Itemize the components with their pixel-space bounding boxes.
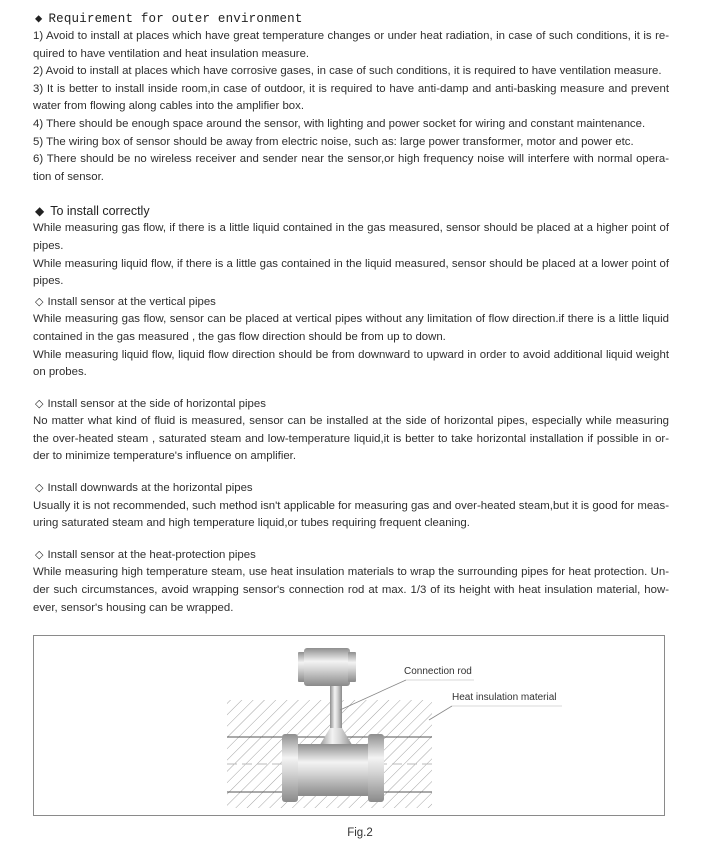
filled-diamond-bullet-icon: ◆ (35, 12, 43, 26)
subsection-title-text: Install sensor at the side of horizontal pipes (47, 397, 266, 410)
sensor-installation-diagram (34, 636, 664, 815)
intro-paragraph-liquid: While measuring liquid flow, if there is a little gas contained in the liquid measured, sensor should be placed at a lower point of pipes. (33, 257, 669, 288)
requirement-item-2: 2) Avoid to install at places which have corrosive gases, in case of such conditions, it is required to have ventilation measure. (33, 65, 662, 78)
heat-protection-paragraph: While measuring high temperature steam, use heat insulation materials to wrap the surrounding pipes for heat protection. Un-der such circumstances, avoid wrapping sensor's connection rod at max. 1/3 of its height with heat insulation material, how-ever, sensor's housing can be wrapped. (33, 566, 669, 614)
downwards-paragraph: Usually it is not recommended, such method isn't applicable for measuring gas and over-heated steam,but it is good for meas-uring saturated steam and high temperature liquid,or tubes requiring frequent cleaning. (33, 499, 669, 530)
hollow-diamond-bullet-icon: ◇ (35, 548, 44, 561)
connection-rod (330, 686, 342, 730)
subsection-title-side-horizontal (33, 396, 669, 414)
subsection-title-text: Install sensor at the heat-protection pipes (47, 548, 256, 561)
subsection-title-heat-protection (33, 547, 669, 565)
insulation-leader (429, 706, 452, 720)
label-heat-insulation: Heat insulation material (452, 692, 557, 703)
pipe-body (296, 744, 370, 796)
requirement-item-5: 5) The wiring box of sensor should be away from electric noise, such as: large power transformer, motor and power etc. (33, 135, 634, 148)
requirement-item-1: 1) Avoid to install at places which have great temperature changes or under heat radiation, in case of such conditions, it is re-quired to have ventilation and heat insulation measure. (33, 30, 669, 60)
figure-caption: Fig.2 (347, 827, 373, 839)
vertical-pipes-paragraph-2: While measuring liquid flow, liquid flow direction should be from downward to upward in order to avoid additional liquid weight on probes. (33, 348, 669, 379)
hollow-diamond-bullet-icon: ◇ (35, 482, 44, 495)
requirements-list (33, 28, 669, 186)
hollow-diamond-bullet-icon: ◇ (35, 397, 44, 410)
heading-text: To install correctly (50, 204, 150, 219)
figure-frame (33, 635, 665, 816)
subsection-title-text: Install downwards at the horizontal pipes (47, 482, 253, 495)
label-connection-rod: Connection rod (404, 666, 472, 677)
requirement-item-6: 6) There should be no wireless receiver and sender near the sensor,or high frequency noise will interfere with normal opera-tion of sensor. (33, 153, 669, 183)
right-flange (368, 734, 384, 802)
requirement-item-4: 4) There should be enough space around the sensor, with lighting and power socket for wiring and constant maintenance. (33, 117, 646, 130)
section-heading-install-correctly (33, 202, 669, 220)
subsection-title-downwards (33, 480, 669, 498)
intro-paragraph-gas: While measuring gas flow, if there is a little liquid contained in the gas measured, sensor should be placed at a higher point of pipes. (33, 222, 669, 252)
side-horizontal-paragraph: No matter what kind of fluid is measured, sensor can be installed at the side of horizontal pipes, especially while measuring the over-heated steam , saturated steam and low-temperature liquid,it is better to take horizontal installation if possible in or-der to minimize temperature's influence on amplifier. (33, 415, 669, 463)
requirement-item-3: 3) It is better to install inside room,in case of outdoor, it is required to have anti-damp and anti-basking measure and prevent water from flowing along cables into the amplifier box. (33, 82, 669, 113)
heading-text: Requirement for outer environment (48, 12, 303, 26)
document-page (33, 10, 669, 617)
subsection-title-text: Install sensor at the vertical pipes (47, 295, 216, 308)
subsection-title-vertical-pipes (33, 294, 669, 312)
vertical-pipes-paragraph-1: While measuring gas flow, sensor can be placed at vertical pipes without any limitation of flow direction.if there is a little liquid contained in the gas measured , the gas flow direction should be from up to down. (33, 313, 669, 343)
left-flange (282, 734, 298, 802)
hollow-diamond-bullet-icon: ◇ (35, 295, 44, 308)
sensor-housing (304, 648, 350, 686)
filled-diamond-bullet-icon: ◆ (35, 204, 45, 219)
section-heading-outer-environment (33, 10, 669, 28)
